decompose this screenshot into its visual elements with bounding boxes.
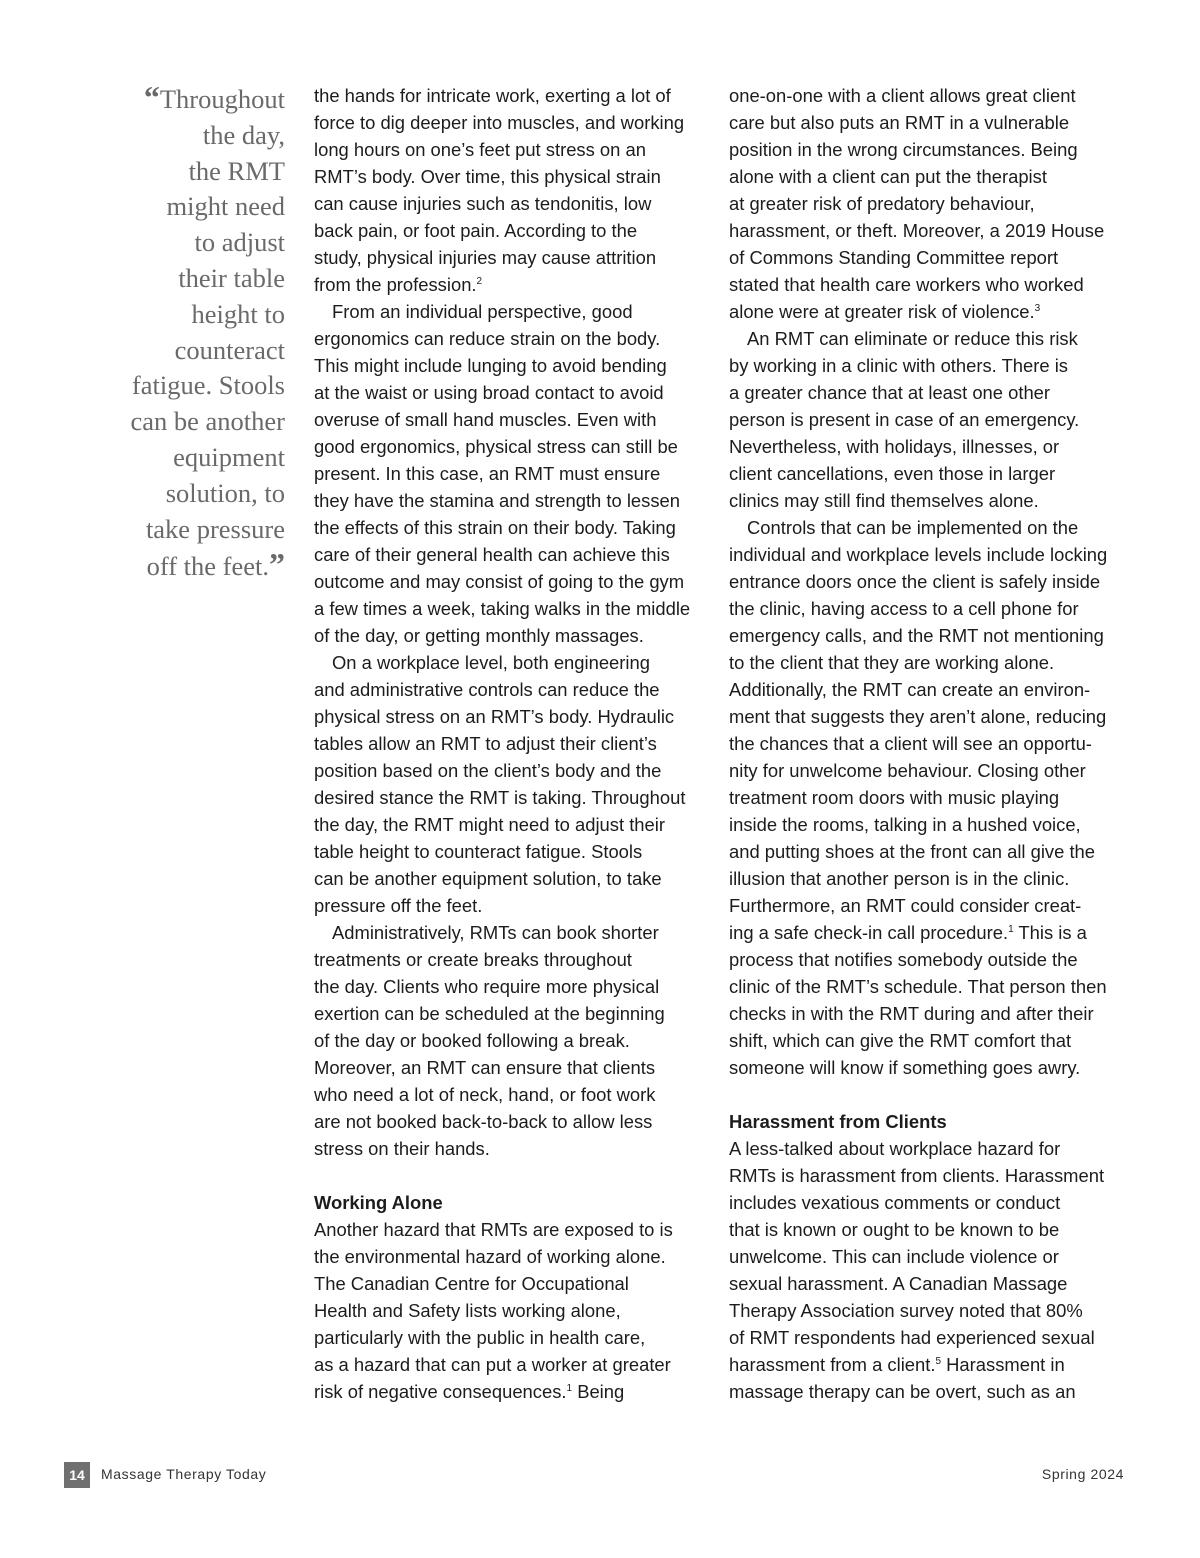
paragraph (729, 514, 1124, 1081)
pull-quote-line: take pressure (145, 513, 285, 544)
footnote-ref: 5 (935, 1356, 942, 1367)
paragraph (314, 298, 709, 649)
text-line: can be another equipment solution, to take (314, 868, 662, 889)
text-line: the hands for intricate work, exerting a lot of (314, 85, 671, 106)
text-line: client cancellations, even those in larger (729, 463, 1056, 484)
paragraph (314, 82, 709, 298)
text-line: A less-talked about workplace hazard for (729, 1138, 1061, 1159)
text-line: Another hazard that RMTs are exposed to is (314, 1219, 673, 1240)
section-heading-harassment: Harassment from Clients (729, 1111, 947, 1132)
text-line: from the profession. (314, 274, 477, 295)
text-line: the clinic, having access to a cell phone for (729, 598, 1079, 619)
pull-quote-line: solution, to (165, 477, 285, 508)
text-line: good ergonomics, physical stress can still be (314, 436, 678, 457)
text-line: and putting shoes at the front can all give the (729, 841, 1096, 862)
text-line: present. In this case, an RMT must ensure (314, 463, 661, 484)
text-line: Controls that can be implemented on the (747, 517, 1079, 538)
text-line: can cause injuries such as tendonitis, low (314, 193, 652, 214)
text-line: checks in with the RMT during and after their (729, 1003, 1094, 1024)
paragraph-gap (729, 1081, 1124, 1108)
text-line: Therapy Association survey noted that 80% (729, 1300, 1083, 1321)
text-line: the day. Clients who require more physical (314, 976, 660, 997)
paragraph (729, 1135, 1124, 1405)
text-line: treatments or create breaks throughout (314, 949, 632, 970)
text-line: study, physical injuries may cause attrition (314, 247, 657, 268)
text-line: a greater chance that at least one other (729, 382, 1051, 403)
text-line: table height to counteract fatigue. Stools (314, 841, 643, 862)
pull-quote (110, 80, 285, 585)
text-line: of RMT respondents had experienced sexual (729, 1327, 1095, 1348)
text-line: harassment, or theft. Moreover, a 2019 House (729, 220, 1105, 241)
footnote-ref: 2 (476, 276, 483, 287)
text-fragment: Being (572, 1381, 625, 1402)
text-line: clinics may still find themselves alone. (729, 490, 1039, 511)
text-line: RMTs is harassment from clients. Harassment (729, 1165, 1105, 1186)
text-line: individual and workplace levels include locking (729, 544, 1108, 565)
section-heading-working-alone: Working Alone (314, 1192, 443, 1213)
pull-quote-line: the RMT (188, 155, 285, 186)
footnote-ref: 1 (566, 1383, 573, 1394)
text-line: ergonomics can reduce strain on the body. (314, 328, 661, 349)
text-line: stated that health care workers who worked (729, 274, 1084, 295)
text-line: From an individual perspective, good (332, 301, 633, 322)
text-line: The Canadian Centre for Occupational (314, 1273, 629, 1294)
text-line: includes vexatious comments or conduct (729, 1192, 1061, 1213)
pull-quote-line: equipment (173, 441, 285, 472)
text-line: the environmental hazard of working alone. (314, 1246, 666, 1267)
text-line: a few times a week, taking walks in the middle (314, 598, 691, 619)
text-line: outcome and may consist of going to the gym (314, 571, 685, 592)
body-column-right (729, 82, 1124, 1405)
text-line: are not booked back-to-back to allow less (314, 1111, 653, 1132)
text-line: overuse of small hand muscles. Even with (314, 409, 657, 430)
text-line: of the day or booked following a break. (314, 1030, 630, 1051)
text-line: This might include lunging to avoid bending (314, 355, 667, 376)
text-line: desired stance the RMT is taking. Throughout (314, 787, 686, 808)
text-line: physical stress on an RMT’s body. Hydraulic (314, 706, 675, 727)
text-line: position based on the client’s body and the (314, 760, 662, 781)
text-line: entrance doors once the client is safely inside (729, 571, 1101, 592)
text-line: unwelcome. This can include violence or (729, 1246, 1059, 1267)
publication-name: Massage Therapy Today (101, 1466, 267, 1482)
text-line: one-on-one with a client allows great client (729, 85, 1076, 106)
text-line: at the waist or using broad contact to avoid (314, 382, 664, 403)
text-line: emergency calls, and the RMT not mentioning (729, 625, 1104, 646)
text-line: the effects of this strain on their body. Taking (314, 517, 676, 538)
pull-quote-line: fatigue. Stools (131, 370, 285, 401)
text-line: care but also puts an RMT in a vulnerable (729, 112, 1070, 133)
text-line: force to dig deeper into muscles, and working (314, 112, 685, 133)
text-line: they have the stamina and strength to lessen (314, 490, 680, 511)
text-line: nity for unwelcome behaviour. Closing other (729, 760, 1086, 781)
text-line: someone will know if something goes awry. (729, 1057, 1081, 1078)
text-line: On a workplace level, both engineering (332, 652, 650, 673)
text-line: tables allow an RMT to adjust their client’s (314, 733, 657, 754)
paragraph (314, 649, 709, 919)
text-line: sexual harassment. A Canadian Massage (729, 1273, 1068, 1294)
text-line: Nevertheless, with holidays, illnesses, or (729, 436, 1060, 457)
text-line: as a hazard that can put a worker at greater (314, 1354, 671, 1375)
text-line: alone with a client can put the therapist (729, 166, 1047, 187)
text-line: harassment from a client. (729, 1354, 936, 1375)
text-line: Moreover, an RMT can ensure that clients (314, 1057, 656, 1078)
text-line: ment that suggests they aren’t alone, reducing (729, 706, 1107, 727)
text-line: Health and Safety lists working alone, (314, 1300, 621, 1321)
text-line: risk of negative consequences. (314, 1381, 567, 1402)
paragraph (314, 919, 709, 1162)
text-line: treatment room doors with music playing (729, 787, 1060, 808)
text-line: to the client that they are working alone. (729, 652, 1055, 673)
pull-quote-line: their table (178, 262, 285, 293)
issue-date: Spring 2024 (1041, 1466, 1124, 1482)
text-line: Furthermore, an RMT could consider creat- (729, 895, 1082, 916)
text-line: and administrative controls can reduce the (314, 679, 660, 700)
text-line: back pain, or foot pain. According to the (314, 220, 638, 241)
text-line: care of their general health can achieve this (314, 544, 670, 565)
body-column-middle (314, 82, 709, 1405)
open-quote-mark: “ (143, 79, 160, 115)
text-line: RMT’s body. Over time, this physical strain (314, 166, 661, 187)
text-line: long hours on one’s feet put stress on an (314, 139, 646, 160)
pull-quote-line: off the feet. (146, 551, 269, 582)
text-line: that is known or ought to be known to be (729, 1219, 1060, 1240)
paragraph (314, 1216, 709, 1405)
pull-quote-line: can be another (130, 406, 285, 437)
pull-quote-line: might need (166, 191, 285, 222)
footnote-ref: 3 (1034, 303, 1041, 314)
text-line: of the day, or getting monthly massages. (314, 625, 644, 646)
text-line: stress on their hands. (314, 1138, 490, 1159)
text-line: Administratively, RMTs can book shorter (332, 922, 659, 943)
footnote-ref: 1 (1008, 924, 1014, 935)
paragraph-gap (314, 1162, 709, 1189)
text-line: the day, the RMT might need to adjust their (314, 814, 665, 835)
text-line: the chances that a client will see an opportu- (729, 733, 1092, 754)
pull-quote-line: Throughout (159, 84, 285, 114)
text-line: ing a safe check-in call procedure. (729, 922, 1009, 943)
paragraph (729, 325, 1124, 514)
text-line: An RMT can eliminate or reduce this risk (747, 328, 1078, 349)
text-line: clinic of the RMT’s schedule. That person then (729, 976, 1107, 997)
text-line: pressure off the feet. (314, 895, 483, 916)
text-fragment: This is a (1013, 922, 1087, 943)
text-line: Additionally, the RMT can create an environ- (729, 679, 1091, 700)
text-line: by working in a clinic with others. There is (729, 355, 1069, 376)
text-line: particularly with the public in health care, (314, 1327, 646, 1348)
text-line: who need a lot of neck, hand, or foot work (314, 1084, 656, 1105)
text-line: process that notifies somebody outside the (729, 949, 1078, 970)
text-line: position in the wrong circumstances. Being (729, 139, 1078, 160)
pull-quote-line: height to (191, 298, 285, 329)
close-quote-mark: ” (269, 546, 285, 583)
text-line: inside the rooms, talking in a hushed voice, (729, 814, 1081, 835)
text-line: of Commons Standing Committee report (729, 247, 1059, 268)
pull-quote-line: to adjust (194, 227, 285, 258)
page-number: 14 (64, 1462, 90, 1488)
text-line: illusion that another person is in the clinic. (729, 868, 1070, 889)
text-line: alone were at greater risk of violence. (729, 301, 1035, 322)
text-line: shift, which can give the RMT comfort that (729, 1030, 1072, 1051)
page-footer (64, 1462, 1124, 1488)
text-fragment: Harassment in (941, 1354, 1065, 1375)
text-line: person is present in case of an emergency. (729, 409, 1080, 430)
paragraph (729, 82, 1124, 325)
pull-quote-line: counteract (174, 334, 285, 365)
text-line: at greater risk of predatory behaviour, (729, 193, 1035, 214)
text-line: massage therapy can be overt, such as an (729, 1381, 1076, 1402)
text-line: exertion can be scheduled at the beginning (314, 1003, 665, 1024)
pull-quote-line: the day, (202, 119, 285, 150)
